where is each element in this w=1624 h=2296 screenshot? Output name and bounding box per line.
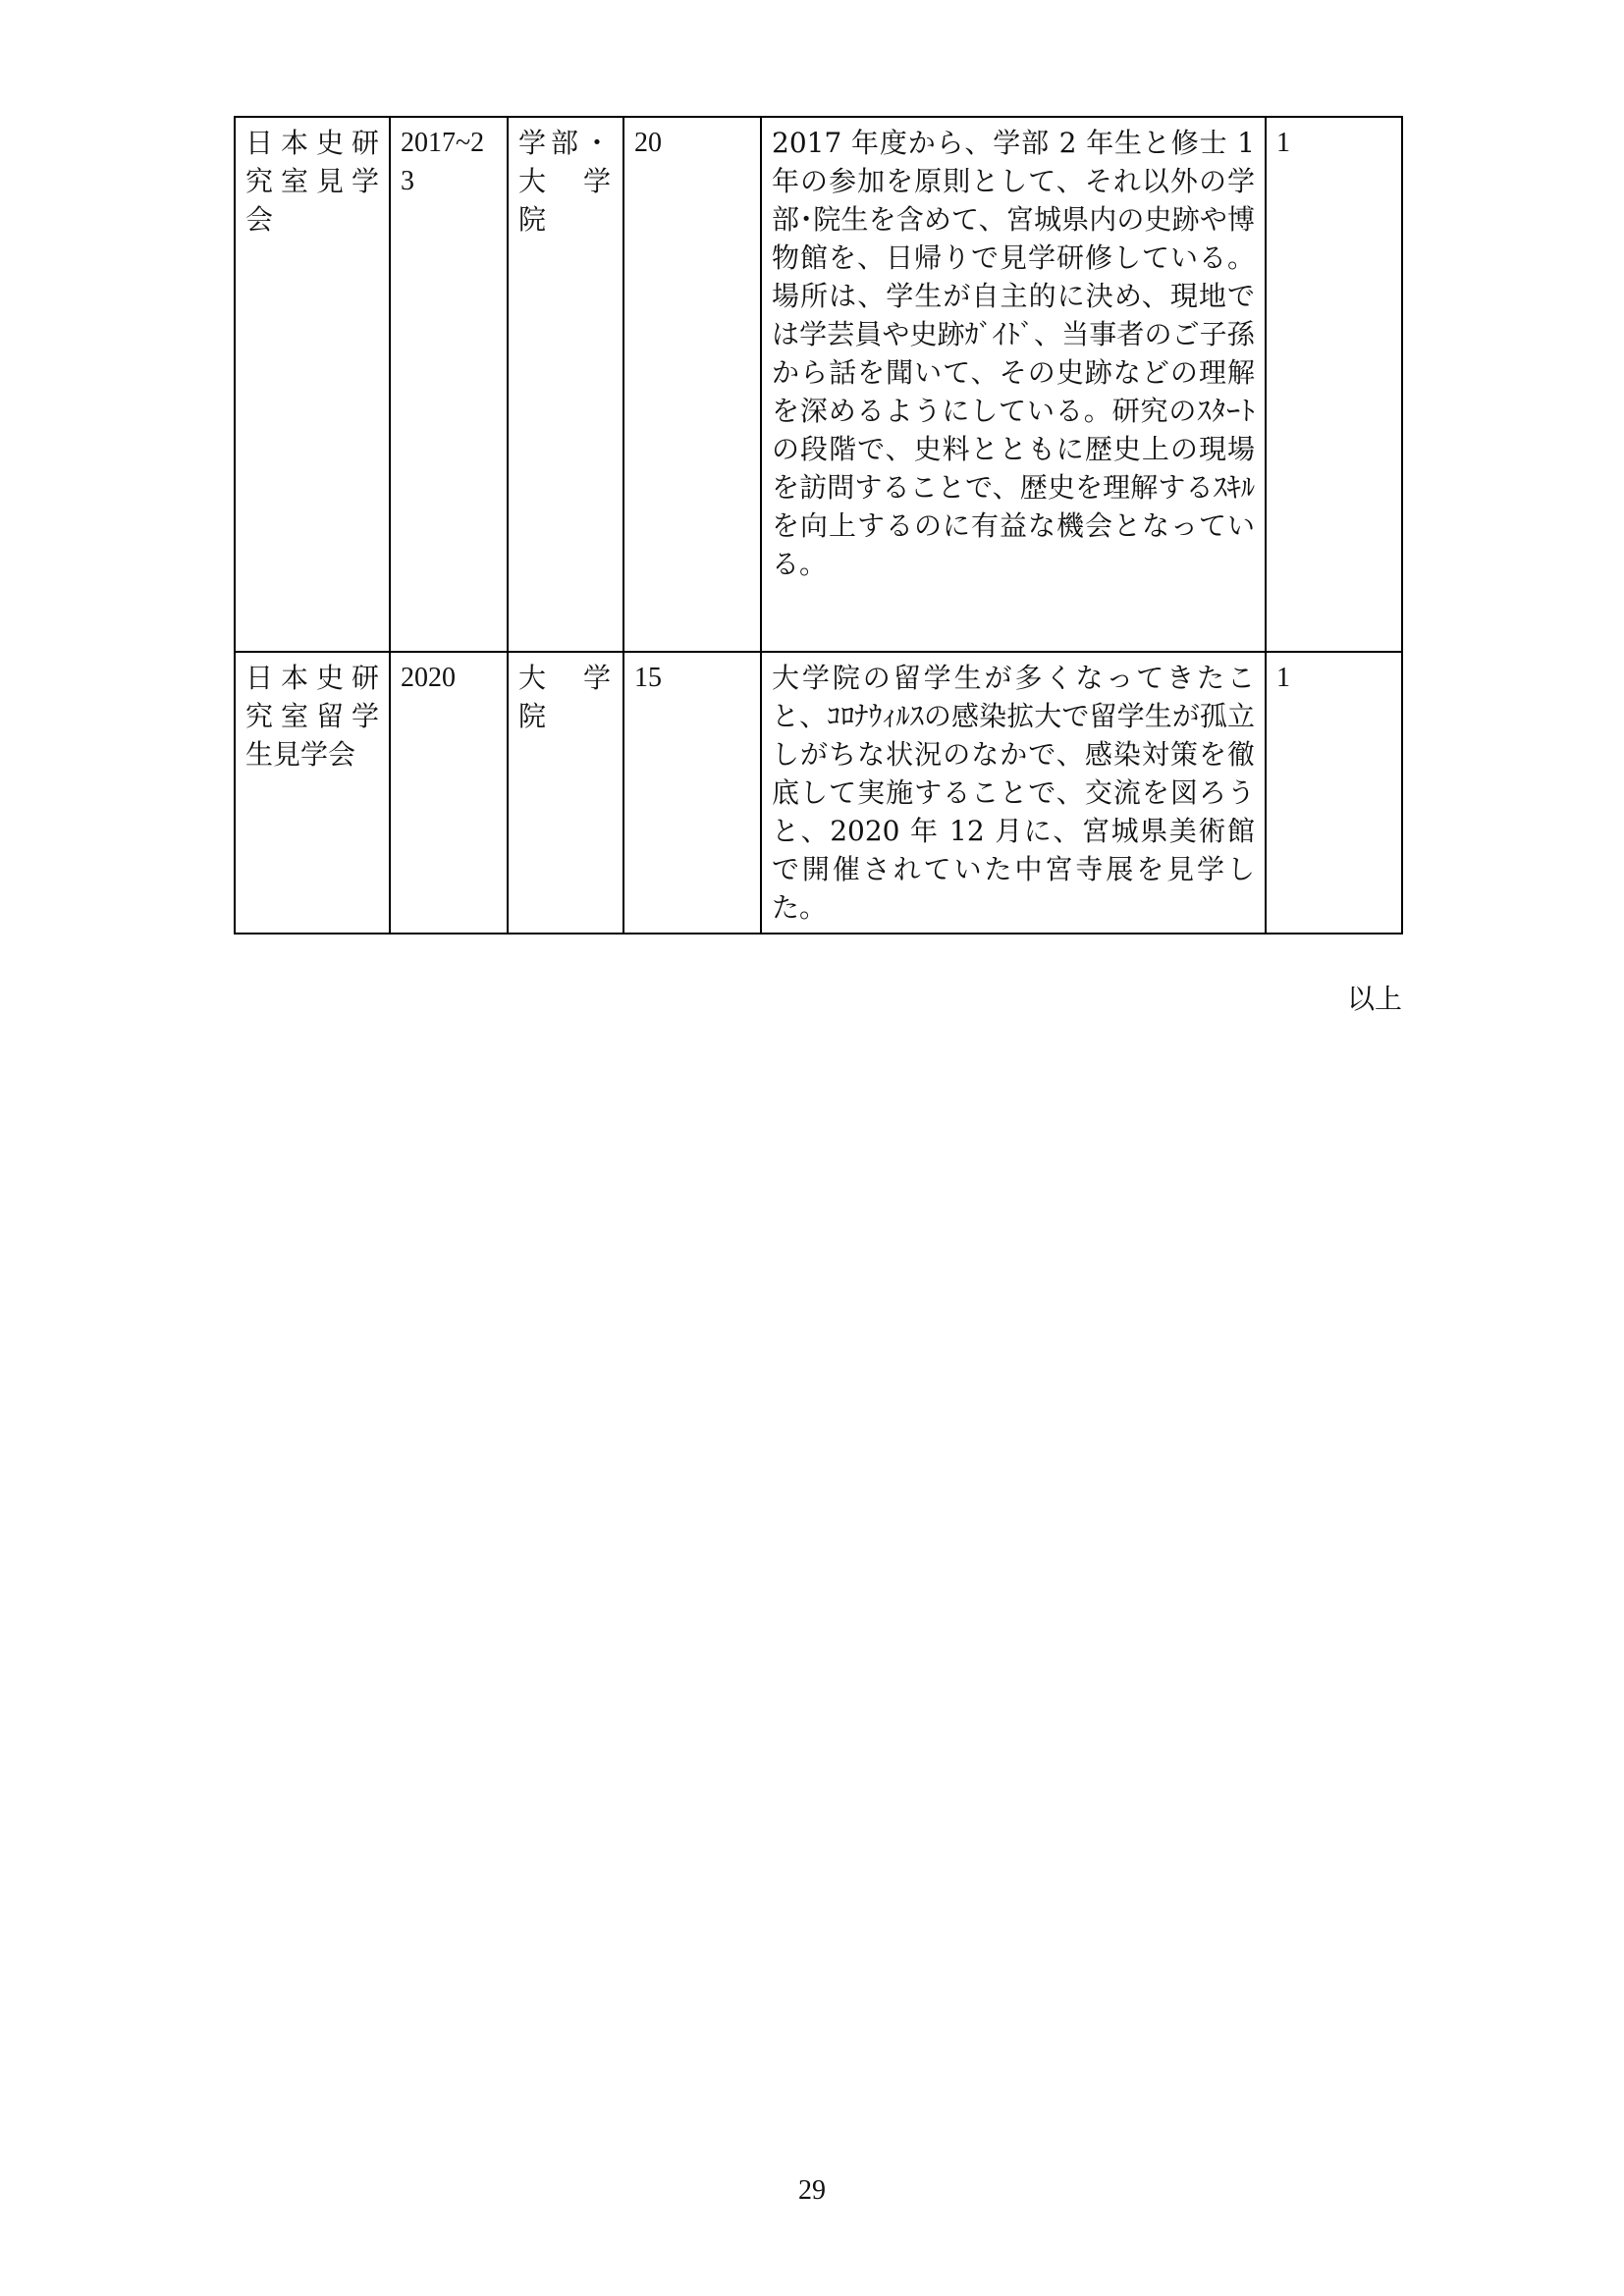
activity-target-cell: 学部・大 学院 bbox=[508, 117, 623, 652]
activity-note-cell: 1 bbox=[1266, 652, 1402, 934]
activity-count-cell: 20 bbox=[623, 117, 761, 652]
activity-years-cell: 2020 bbox=[390, 652, 508, 934]
activity-target-cell: 大 学院 bbox=[508, 652, 623, 934]
activity-name-cell: 日本史研究室見学会 bbox=[235, 117, 390, 652]
activities-table bbox=[234, 116, 1403, 934]
activity-name-cell: 日本史研究室留学生見学会 bbox=[235, 652, 390, 934]
activity-description-cell: 2017 年度から、学部 2 年生と修士 1 年の参加を原則として、それ以外の学部･院生を含めて、宮城県内の史跡や博物館を、日帰りで見学研修している。場所は、学生が自主的に決め、現地では学芸員や史跡ｶﾞｲﾄﾞ、当事者のご子孫から話を聞いて、その史跡などの理解を深めるようにしている。研究のｽﾀｰﾄの段階で、史料とともに歴史上の現場を訪問することで、歴史を理解するｽｷﾙを向上するのに有益な機会となっている。 bbox=[761, 117, 1266, 652]
closing-mark: 以上 bbox=[1346, 983, 1402, 1015]
activity-count-cell: 15 bbox=[623, 652, 761, 934]
page-number: 29 bbox=[798, 2175, 826, 2206]
table-row bbox=[235, 117, 1402, 652]
activity-years-cell: 2017~23 bbox=[390, 117, 508, 652]
table-row bbox=[235, 652, 1402, 934]
activity-description-cell: 大学院の留学生が多くなってきたこと、ｺﾛﾅｳｨﾙｽの感染拡大で留学生が孤立しがちな状況のなかで、感染対策を徹底して実施することで、交流を図ろうと、2020 年 12 月に、宮城県美術館で開催されていた中宮寺展を見学した。 bbox=[761, 652, 1266, 934]
activity-note-cell: 1 bbox=[1266, 117, 1402, 652]
